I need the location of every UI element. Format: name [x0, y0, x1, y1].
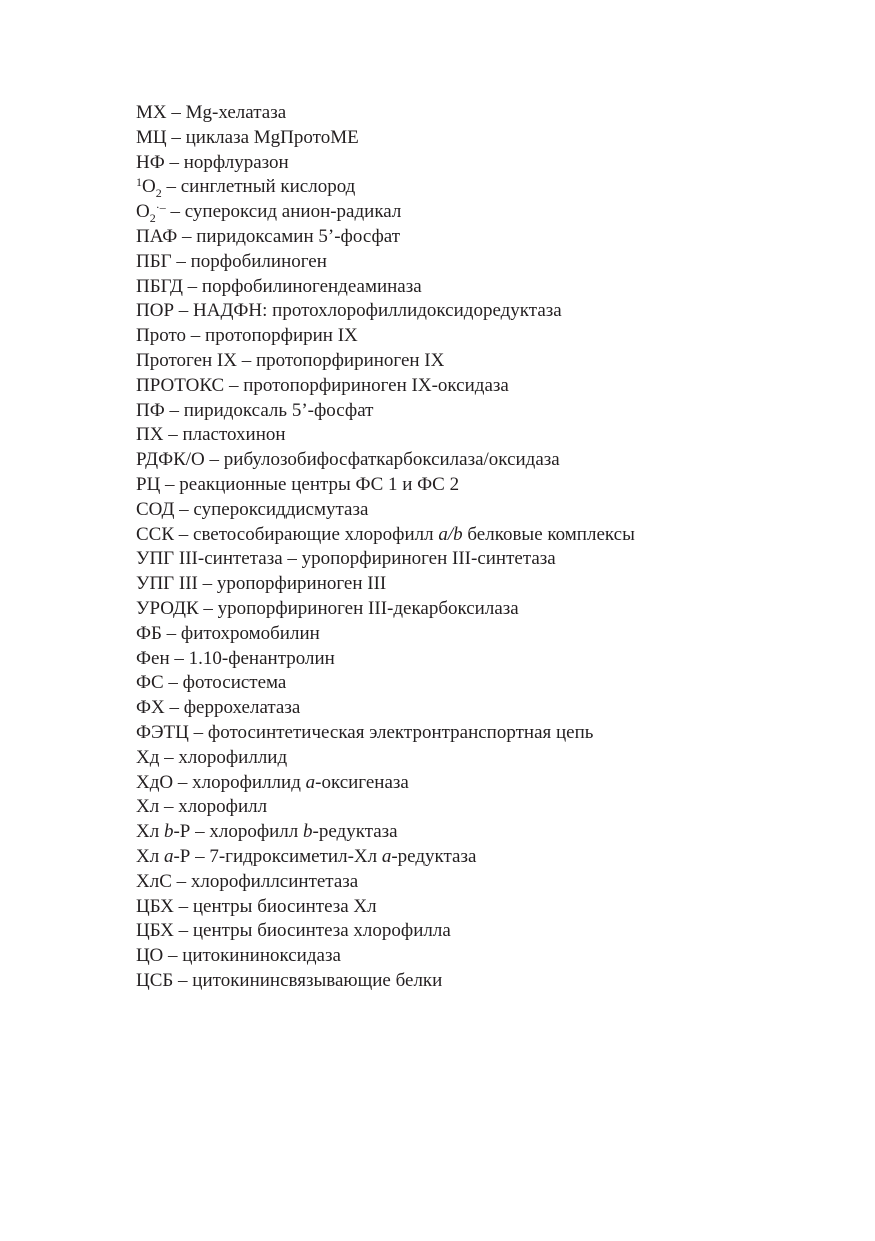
entry-italic: b	[163, 821, 174, 843]
entry-text: РЦ – реакционные центры ФС 1 и ФС 2	[136, 473, 460, 495]
abbreviation-entry	[136, 671, 635, 696]
abbreviation-entry	[136, 696, 635, 721]
abbreviation-entry	[136, 597, 635, 622]
entry-text: -редуктаза	[312, 821, 398, 843]
entry-text: МЦ – циклаза MgПротоМЕ	[136, 126, 359, 148]
abbreviation-entry	[136, 448, 635, 473]
abbreviation-entry	[136, 969, 635, 994]
entry-text: ПФ – пиридоксаль 5’-фосфат	[136, 399, 374, 421]
abbreviation-entry	[136, 101, 635, 126]
abbreviation-entry	[136, 547, 635, 572]
abbreviation-entry	[136, 349, 635, 374]
entry-text: -оксигеназа	[315, 771, 409, 793]
entry-text: ССК – светособирающие хлорофилл	[136, 523, 439, 545]
entry-italic: a/b	[438, 523, 463, 545]
entry-text: -редуктаза	[391, 845, 477, 867]
entry-text: Хл – хлорофилл	[136, 796, 268, 818]
entry-text: ПБГД – порфобилиногендеаминаза	[136, 275, 422, 297]
abbreviation-entry	[136, 473, 635, 498]
entry-text: РДФК/О – рибулозобифосфаткарбоксилаза/оксидаза	[136, 449, 560, 471]
abbreviation-entry	[136, 225, 635, 250]
entry-text: Протоген IX – протопорфириноген IX	[136, 349, 445, 371]
entry-text: НФ – норфлуразон	[136, 151, 289, 173]
abbreviation-entry	[136, 324, 635, 349]
abbreviation-entry	[136, 299, 635, 324]
entry-text: ХдО – хлорофиллид	[136, 771, 306, 793]
abbreviation-entry	[136, 523, 635, 548]
abbreviation-entry	[136, 200, 635, 225]
abbreviation-entry	[136, 820, 635, 845]
abbreviation-entry	[136, 126, 635, 151]
abbreviation-entry	[136, 250, 635, 275]
entry-text: ФС – фотосистема	[136, 672, 287, 694]
entry-text: ПРОТОКС – протопорфириноген IX-оксидаза	[136, 374, 509, 396]
entry-italic: a	[305, 771, 316, 793]
entry-subscript: 2	[155, 186, 162, 201]
abbreviation-entry	[136, 175, 635, 200]
abbreviation-entry	[136, 647, 635, 672]
entry-text: ФЭТЦ – фотосинтетическая электронтранспортная цепь	[136, 721, 594, 743]
entry-text: ЦСБ – цитокининсвязывающие белки	[136, 969, 443, 991]
abbreviation-entry	[136, 746, 635, 771]
abbreviation-entry	[136, 374, 635, 399]
abbreviation-entry	[136, 795, 635, 820]
entry-text: Фен – 1.10-фенантролин	[136, 647, 335, 669]
entry-text: ПБГ – порфобилиноген	[136, 250, 327, 272]
abbreviation-entry	[136, 870, 635, 895]
abbreviation-entry	[136, 919, 635, 944]
abbreviation-entry	[136, 399, 635, 424]
abbreviation-entry	[136, 771, 635, 796]
entry-italic: a	[163, 845, 174, 867]
abbreviation-entry	[136, 572, 635, 597]
entry-text: Хл	[136, 821, 164, 843]
entry-superscript: 1	[136, 175, 142, 190]
abbreviation-entry	[136, 622, 635, 647]
entry-text: ЦО – цитокининоксидаза	[136, 945, 341, 967]
entry-text: УПГ III-синтетаза – уропорфириноген III-синтетаза	[136, 548, 556, 570]
abbreviation-entry	[136, 895, 635, 920]
entry-text: – супероксид анион-радикал	[165, 201, 402, 223]
entry-text: ХлС – хлорофиллсинтетаза	[136, 870, 359, 892]
abbreviation-entry	[136, 845, 635, 870]
abbreviation-entry	[136, 721, 635, 746]
entry-text: Хл	[136, 845, 164, 867]
entry-text: белковые комплексы	[462, 523, 635, 545]
entry-text: -Р – 7-гидроксиметил-Хл	[173, 845, 382, 867]
entry-subscript: 2	[149, 211, 156, 226]
entry-text: ФБ – фитохромобилин	[136, 622, 320, 644]
entry-text: ФХ – феррохелатаза	[136, 697, 301, 719]
entry-text: УПГ III – уропорфириноген III	[136, 573, 387, 595]
entry-text: УРОДК – уропорфириноген III-декарбоксилаза	[136, 597, 519, 619]
entry-text: СОД – супероксиддисмутаза	[136, 498, 369, 520]
entry-text: ЦБХ – центры биосинтеза Хл	[136, 895, 377, 917]
entry-text: ЦБХ – центры биосинтеза хлорофилла	[136, 920, 451, 942]
entry-italic: b	[303, 821, 313, 843]
abbreviation-entry	[136, 423, 635, 448]
abbreviation-entry	[136, 151, 635, 176]
entry-text: O	[142, 176, 156, 198]
entry-text: -Р – хлорофилл	[173, 821, 304, 843]
entry-text: ПАФ – пиридоксамин 5’-фосфат	[136, 225, 401, 247]
abbreviation-entry	[136, 498, 635, 523]
entry-superscript: ·–	[155, 200, 166, 215]
abbreviation-entry	[136, 275, 635, 300]
entry-text: O	[136, 201, 150, 223]
abbreviation-list	[136, 101, 635, 994]
entry-text: – синглетный кислород	[161, 176, 356, 198]
entry-italic: a	[381, 845, 392, 867]
entry-text: Прото – протопорфирин IX	[136, 325, 358, 347]
entry-text: ПОР – НАДФН: протохлорофиллидоксидоредуктаза	[136, 300, 562, 322]
entry-text: ПХ – пластохинон	[136, 424, 286, 446]
entry-text: Хд – хлорофиллид	[136, 746, 288, 768]
abbreviation-entry	[136, 944, 635, 969]
entry-text: МХ – Mg-хелатаза	[136, 102, 287, 123]
